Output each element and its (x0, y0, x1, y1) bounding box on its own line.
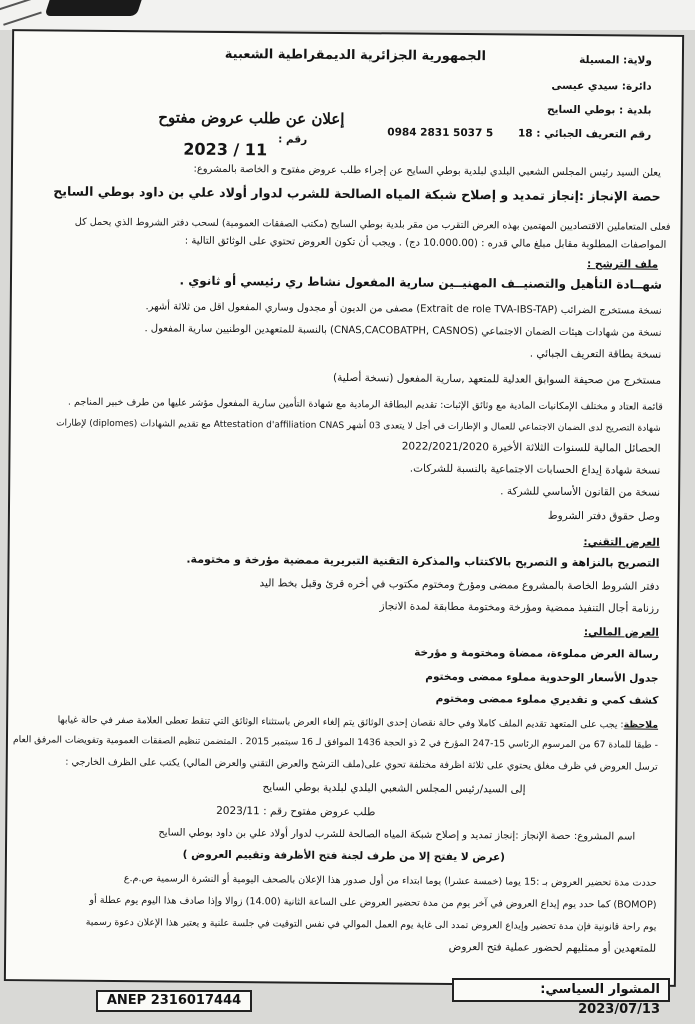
page-scratch-mark (0, 0, 42, 26)
republic-title: الجمهورية الجزائرية الديمقراطية الشعبية (224, 46, 487, 65)
candidature-item: الحصائل المالية للسنوات الثلاثة الأخيرة 2022/2021/2020 (401, 440, 661, 455)
technical-heading: العرض التقني: (583, 536, 660, 549)
publication-date-box (452, 978, 670, 1017)
note-line: اسم المشروع: حصة الإنجاز :إنجاز تمديد و إصلاح شبكة المياه الصالحة للشرب لدوار أولاد علي بن داود بوطي السايح (158, 827, 636, 843)
note-line: - طبقا للمادة 67 من المرسوم الرئاسي 15-247 المؤرخ في 2 ذو الحجة 1436 الموافق لـ 16 سبتمبر 2015 . المتضمن تنظيم الصفقات العمومية وتفويضات المرفق العام (12, 734, 658, 751)
financial-item: جدول الأسعار الوحدوية مملوء ممضى ومختوم (425, 670, 659, 685)
note-line: ترسل العروض في ظرف مغلق يحتوي على ثلاثة اظرفة مختلفة تحوي على(ملف الترشح والعرض التقني والعرض المالي) يكتب على الظرف الخارجي : (65, 756, 658, 773)
notice-number-label: رقم : (278, 133, 308, 146)
tender-notice-document (4, 29, 684, 987)
commune-label: بلدية : بوطي السايح (546, 103, 652, 117)
note-text: : يجب على المتعهد تقديم الملف كاملا وفي حالة نقصان إحدى الوثائق يتم إلغاء العرض باستثناء الوثائق التي تنقط تعطى العلامة صفر في حالة غيابها (57, 714, 624, 731)
paragraph-line-2: المواصفات المطلوبة مقابل مبلغ مالي قدره : (10.000.00 دج) . ويجب أن تكون العروض تحتوي على الوثائق التالية : (184, 235, 667, 251)
candidature-heading: ملف الترشح : (587, 258, 659, 271)
tax-id-number: 0984 2831 5037 5 (387, 126, 494, 140)
tax-id-label: رقم التعريف الجبائي : 18 (517, 127, 652, 141)
anep-reference: ANEP 2316017444 (96, 990, 252, 1012)
wilaya-label: ولاية: المسيلة (579, 54, 652, 67)
note-line: طلب عروض مفتوح رقم : 2023/11 (216, 804, 376, 819)
note-heading: ملاحظة (623, 719, 659, 731)
candidature-item: وصل حقوق دفتر الشروط (547, 509, 660, 523)
masthead-ink-blot (44, 0, 143, 16)
technical-item: التصريح بالنزاهة و التصريح بالاكتتاب والمذكرة التقنية التبريرية ممضية مؤرخة و مختومة. (186, 552, 660, 570)
publication-date: 2023/07/13 (578, 1002, 660, 1017)
financial-item: رسالة العرض مملوءة، ممضاة ومختومة و مؤرخة (414, 646, 659, 661)
candidature-item: شهادة التصريح لدى الضمان الاجتماعي للعمال و الإطارات في أجل لا يتعدى 03 أشهر Attestation d'affiliation CNAS مع تقديم الشهادات (diplomes) لإطارات (56, 418, 661, 434)
candidature-item: نسخة من شهادات هيئات الضمان الاجتماعي (CNAS,CACOBATPH, CASNOS) بالنسبة للمتعهدين الوطنيين سارية المفعول . (144, 323, 662, 339)
financial-heading: العرض المالي: (583, 626, 659, 639)
notice-title: إعلان عن طلب عروض مفتوح (158, 108, 345, 128)
note-line (58, 714, 659, 732)
candidature-subheading: شهــادة التأهيل والتصنيــف المهنيــين سارية المفعول نشاط ري رئيسي أو ثانوي . (179, 273, 663, 292)
top-page-band (0, 0, 695, 30)
notice-number-value: 2023 / 11 (183, 139, 268, 160)
candidature-item: مستخرج من صحيفة السوابق العدلية للمتعهد ,سارية المفعول (نسخة أصلية) (333, 371, 662, 387)
note-line: يوم راحة قانونية فإن مدة تحضير وإيداع العروض تمدد الى غاية يوم العمل الموالي في نفس التوقيت في جلسة علنية و يعتبر هذا الإعلان دعوة رسمية (85, 916, 657, 933)
note-line: (عرض لا يفتح إلا من طرف لجنة فتح الأظرفة وتقييم العروض ) (182, 848, 506, 864)
project-title: حصة الإنجاز :إنجاز تمديد و إصلاح شبكة المياه الصالحة للشرب لدوار أولاد علي بن داود بوطي السايح (53, 183, 661, 204)
candidature-item: نسخة بطاقة التعريف الجبائي . (529, 347, 662, 361)
note-line: إلى السيد/رئيس المجلس الشعبي البلدي لبلدية بوطي السايح (262, 781, 526, 796)
note-line: للمتعهدين أو ممثليهم لحضور عملية فتح العروض (448, 940, 657, 955)
daira-label: دائرة: سيدي عيسى (551, 79, 652, 93)
note-line: (BOMOP) كما حدد يوم إيداع العروض في آخر يوم من مدة تحضير العروض على الساعة الثانية (14.00) زوالا وإذا صادف هذا اليوم يوم عطلة أو (89, 894, 657, 911)
note-line: حددت مدة تحضير العروض بـ :15 يوما (خمسة عشرا) يوما ابتداء من أول صدور هذا الإعلان بالصحف اليومية أو النشرة الرسمية ص.م.ع (123, 873, 657, 889)
mashhour-label: المشوار السياسي: (540, 982, 660, 997)
intro-text: يعلن السيد رئيس المجلس الشعبي البلدي لبلدية بوطي السايح عن إجراء طلب عروض مفتوح و الخاصة بالمشروع: (193, 163, 661, 179)
paragraph-line-1: فعلى المتعاملين الاقتصاديين المهتمين بهذه العرض التقرب من مقر بلدية بوطي السايح (مكتب الصفقات العمومية) لسحب دفتر الشروط الذي يحمل كل (74, 216, 671, 233)
candidature-item: نسخة شهادة إيداع الحسابات الاجتماعية بالنسبة للشركات. (409, 462, 661, 477)
technical-item: دفتر الشروط الخاصة بالمشروع ممضى ومؤرخ ومختوم مكتوب في أخره قرئ وقبل بخط اليد (259, 577, 660, 593)
candidature-item: قائمة العتاد و مختلف الإمكانيات المادية مع وثائق الإثبات: تقديم البطاقة الرمادية مع شهادة التأمين سارية المفعول مؤشر عليها من طرف خبير المناجم . (67, 396, 663, 413)
candidature-item: نسخة مستخرج الضرائب (Extrait de role TVA-IBS-TAP) مصفى من الديون أو مجدول وساري المفعول اقل من ثلاثة أشهر. (145, 301, 662, 317)
candidature-item: نسخة من القانون الأساسي للشركة . (500, 485, 661, 499)
financial-item: كشف كمي و تقديري مملوء ممضى ومختوم (435, 692, 659, 707)
technical-item: رزنامة أجال التنفيذ ممضية ومؤرخة ومختومة مطابقة لمدة الانجاز (379, 600, 660, 615)
